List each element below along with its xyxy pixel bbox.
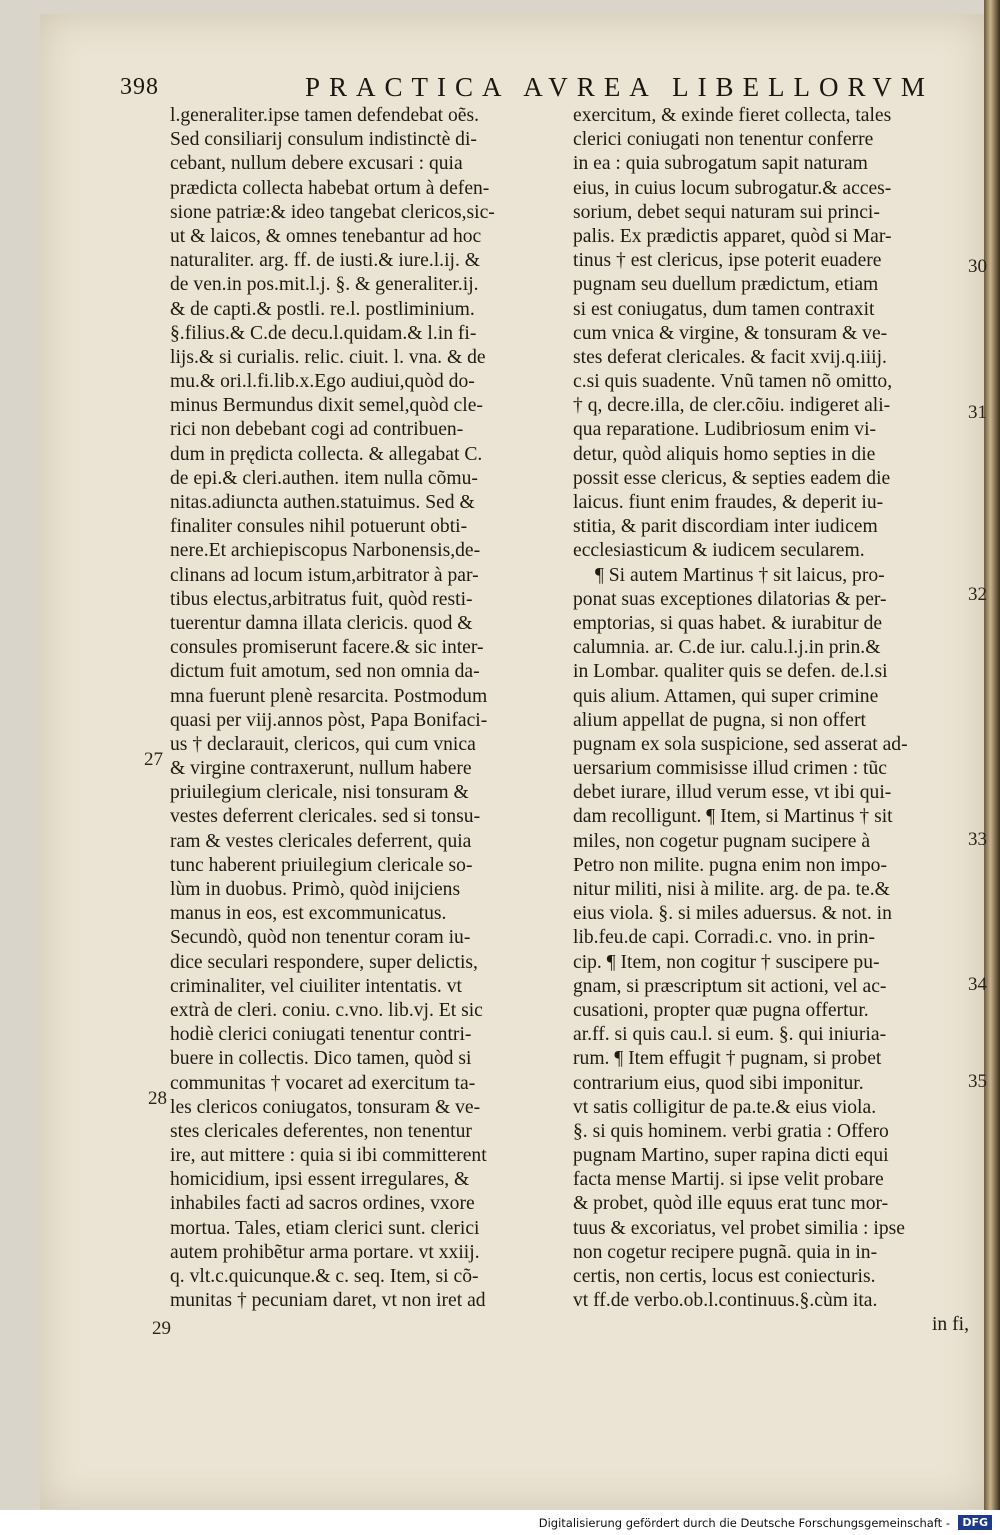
text-line: dam recolligunt. ¶ Item, si Martinus † sit [573,806,893,828]
text-line: in Lombar. qualiter quis se defen. de.l.si [573,661,888,683]
text-line: lib.feu.de capi. Corradi.c. vno. in prin- [573,927,875,949]
text-line: quis alium. Attamen, qui super crimine [573,685,879,707]
margin-number: 28 [148,1088,167,1109]
page-edge [984,0,1000,1510]
page-number: 398 [120,74,159,100]
text-line: manus in eos, est excommunicatus. [170,903,447,925]
text-line: tinus † est clericus, ipse poterit euadere [573,250,882,272]
text-line: & de capti.& postli. re.l. postliminium. [170,298,475,320]
text-line: dictum fuit amotum, sed non omnia da- [170,661,480,683]
text-line: buere in collectis. Dico tamen, quòd si [170,1048,472,1070]
text-line: ar.ff. si quis cau.l. si eum. §. qui iniuria- [573,1024,887,1046]
text-line: eius viola. §. si miles aduersus. & not. in [573,903,892,925]
text-line: facta mense Martij. si ipse velit probare [573,1169,884,1191]
text-line: ut & laicos, & omnes tenebantur ad hoc [170,225,482,247]
text-line: ram & vestes clericales deferrent, quia [170,830,472,852]
margin-number: 29 [152,1318,171,1339]
text-line: rum. ¶ Item effugit † pugnam, si probet [573,1048,882,1070]
text-line: mortua. Tales, etiam clerici sunt. clerici [170,1217,480,1239]
running-title: PRACTICA AVREA LIBELLORVM [305,72,934,102]
running-head [0,50,1000,102]
text-line: §.filius.& C.de decu.l.quidam.& l.in fi- [170,322,477,344]
text-line: Petro non milite. pugna enim non impo- [573,854,888,876]
text-line: detur, quòd aliquis homo septies in die [573,443,876,465]
text-line: miles, non cogetur pugnam sucipere à [573,830,871,852]
right-text-column [573,104,973,1338]
text-line: nere.Et archiepiscopus Narbonensis,de- [170,540,481,562]
text-line: pugnam seu duellum prædictum, etiam [573,274,879,296]
text-line: tibus electus,arbitratus fuit, quòd resti- [170,588,473,610]
margin-number: 32 [968,584,987,605]
text-line: in ea : quia subrogatum sapit naturam [573,153,868,175]
text-line: pugnam ex sola suspicione, sed asserat ad- [573,733,908,755]
text-line: tunc haberent priuilegium clericale so- [170,854,473,876]
text-line: autem prohibẽtur arma portare. vt xxiij. [170,1241,480,1263]
text-line: vt ff.de verbo.ob.l.continuus.§.cùm ita. [573,1290,878,1312]
text-line: nitas.adiuncta authen.statuimus. Sed & [170,492,475,513]
text-line: mu.& ori.l.fi.lib.x.Ego audiui,quòd do- [170,371,475,393]
text-line: communitas † vocaret ad exercitum ta- [170,1072,476,1094]
margin-number: 31 [968,402,987,423]
text-line: alium appellat de pugna, si non offert [573,709,866,731]
text-line: minus Bermundus dixit semel,quòd cle- [170,395,483,417]
text-line: eius, in cuius locum subrogatur.& acces- [573,177,892,199]
text-line: les clericos coniugatos, tonsuram & ve- [170,1096,481,1118]
text-line: & virgine contraxerunt, nullum habere [170,758,472,780]
text-line: tuerentur damna illata clericis. quod & [170,612,473,634]
text-line: emptorias, si quas habet. & iurabitur de [573,612,883,634]
text-line: ¶ Si autem Martinus † sit laicus, pro- [595,564,885,586]
text-line: finaliter consules nihil potuerunt obti- [170,516,468,538]
text-line: Sed consiliarij consulum indistinctè di- [170,129,477,151]
text-line: qua reparatione. Ludibriosum enim vi- [573,419,877,441]
margin-number: 34 [968,974,987,995]
text-line: gnam, si præscriptum sit actioni, vel ac- [573,975,887,997]
text-line: tuus & excoriatus, vel probet similia : ipse [573,1217,905,1239]
text-line: † q, decre.illa, de cler.cõiu. indigeret ali- [573,395,891,417]
text-line: l.generaliter.ipse tamen defendebat oẽs. [170,105,480,126]
text-line: priuilegium clericale, nisi tonsuram & [170,782,469,804]
text-line: homicidium, ipsi essent irregulares, & [170,1169,470,1191]
text-line: cebant, nullum debere excusari : quia [170,153,463,175]
text-line: palis. Ex prædictis apparet, quòd si Mar- [573,225,892,247]
text-line: possit esse clericus, & septies eadem die [573,467,891,489]
text-line: naturaliter. arg. ff. de iusti.& iure.l.ij. & [170,250,480,272]
text-line: vestes deferrent clericales. sed si tonsu- [170,806,481,828]
text-line: si est coniugatus, dum tamen contraxit [573,298,875,320]
text-line: & probet, quòd ille equus erat tunc mor- [573,1193,889,1215]
text-line: rici non debebant cogi ad contribuen- [170,419,464,441]
text-line: mna fuerunt plenè resarcita. Postmodum [170,685,488,707]
text-line: stitia, & parit discordiam inter iudicem [573,516,878,538]
text-line: q. vlt.c.quicunque.& c. seq. Item, si cõ- [170,1266,479,1287]
text-line: lijs.& si curialis. relic. ciuit. l. vna. & de [170,346,486,368]
text-line: clerici coniugati non tenentur conferre [573,129,874,151]
text-line: inhabiles facti ad sacros ordines, vxore [170,1193,475,1215]
dfg-logo: DFG [958,1515,992,1530]
margin-number: 33 [968,829,987,850]
margin-number: 35 [968,1071,987,1092]
text-line: laicus. fiunt enim fraudes, & deperit iu- [573,492,884,513]
margin-number: 27 [144,749,163,770]
text-line: nitur militi, nisi à milite. arg. de pa. te.& [573,879,890,900]
text-line: ire, aut mittere : quia si ibi committerent [170,1145,487,1167]
text-line: clinans ad locum istum,arbitrator à par- [170,564,479,586]
text-line: dum in prędicta collecta. & allegabat C. [170,443,483,465]
text-line: stes deferat clericales. & facit xvij.q.iiij. [573,346,887,368]
text-line: de epi.& cleri.authen. item nulla cõmu- [170,467,478,489]
text-line: uersarium commisisse illud crimen : tũc [573,758,887,780]
text-line: certis, non certis, locus est coniecturis. [573,1266,876,1287]
text-line: ponat suas exceptiones dilatorias & per- [573,588,887,610]
text-line: extrà de cleri. coniu. c.vno. lib.vj. Et sic [170,999,483,1021]
text-line: stes clericales deferentes, non tenentur [170,1120,472,1142]
footer-bar [0,1510,1000,1535]
left-text-column [170,104,570,1313]
text-line: §. si quis hominem. verbi gratia : Offero [573,1120,889,1142]
text-line: sione patriæ:& ideo tangebat clericos,sic- [170,201,495,223]
text-line: contrarium eius, quod sibi imponitur. [573,1072,864,1094]
text-line: cip. ¶ Item, non cogitur † suscipere pu- [573,951,880,973]
text-line: us † declarauit, clericos, qui cum vnica [170,733,476,755]
text-line: prædicta collecta habebat ortum à defen- [170,177,490,199]
text-line: debet iurare, illud verum esse, vt ibi qui- [573,782,892,804]
text-line: in fi, [931,1314,969,1336]
text-line: non cogetur recipere pugnã. quia in in- [573,1241,878,1263]
text-line: lùm in duobus. Primò, quòd inijciens [170,879,461,900]
footer-credit: Digitalisierung gefördert durch die Deutsche Forschungsgemeinschaft - [538,1516,950,1530]
text-line: de ven.in pos.mit.l.j. §. & generaliter.ij. [170,274,479,296]
text-line: hodiè clerici coniugati tenentur contri- [170,1024,472,1046]
text-line: cum vnica & virgine, & tonsuram & ve- [573,322,888,344]
text-line: pugnam Martino, super rapina dicti equi [573,1145,889,1167]
text-line: sorium, debet sequi naturam sui princi- [573,201,880,223]
text-line: criminaliter, vel ciuiliter intentatis. vt [170,975,462,997]
text-line: c.si quis suadente. Vnũ tamen nõ omitto, [573,371,893,393]
text-line: calumnia. ar. C.de iur. calu.l.j.in prin.& [573,637,881,659]
text-line: cusationi, propter quæ pugna offertur. [573,999,869,1021]
text-line: dice seculari respondere, super delictis, [170,951,478,973]
text-line: quasi per viij.annos pòst, Papa Bonifaci- [170,709,488,731]
text-line: munitas † pecuniam daret, vt non iret ad [170,1290,486,1312]
text-line: ecclesiasticum & iudicem secularem. [573,540,865,562]
text-line: Secundò, quòd non tenentur coram iu- [170,927,471,949]
margin-number: 30 [968,256,987,277]
text-line: vt satis colligitur de pa.te.& eius viola. [573,1096,877,1118]
text-line: exercitum, & exinde fieret collecta, tales [573,105,892,126]
text-line: consules promiserunt facere.& sic inter- [170,637,484,659]
